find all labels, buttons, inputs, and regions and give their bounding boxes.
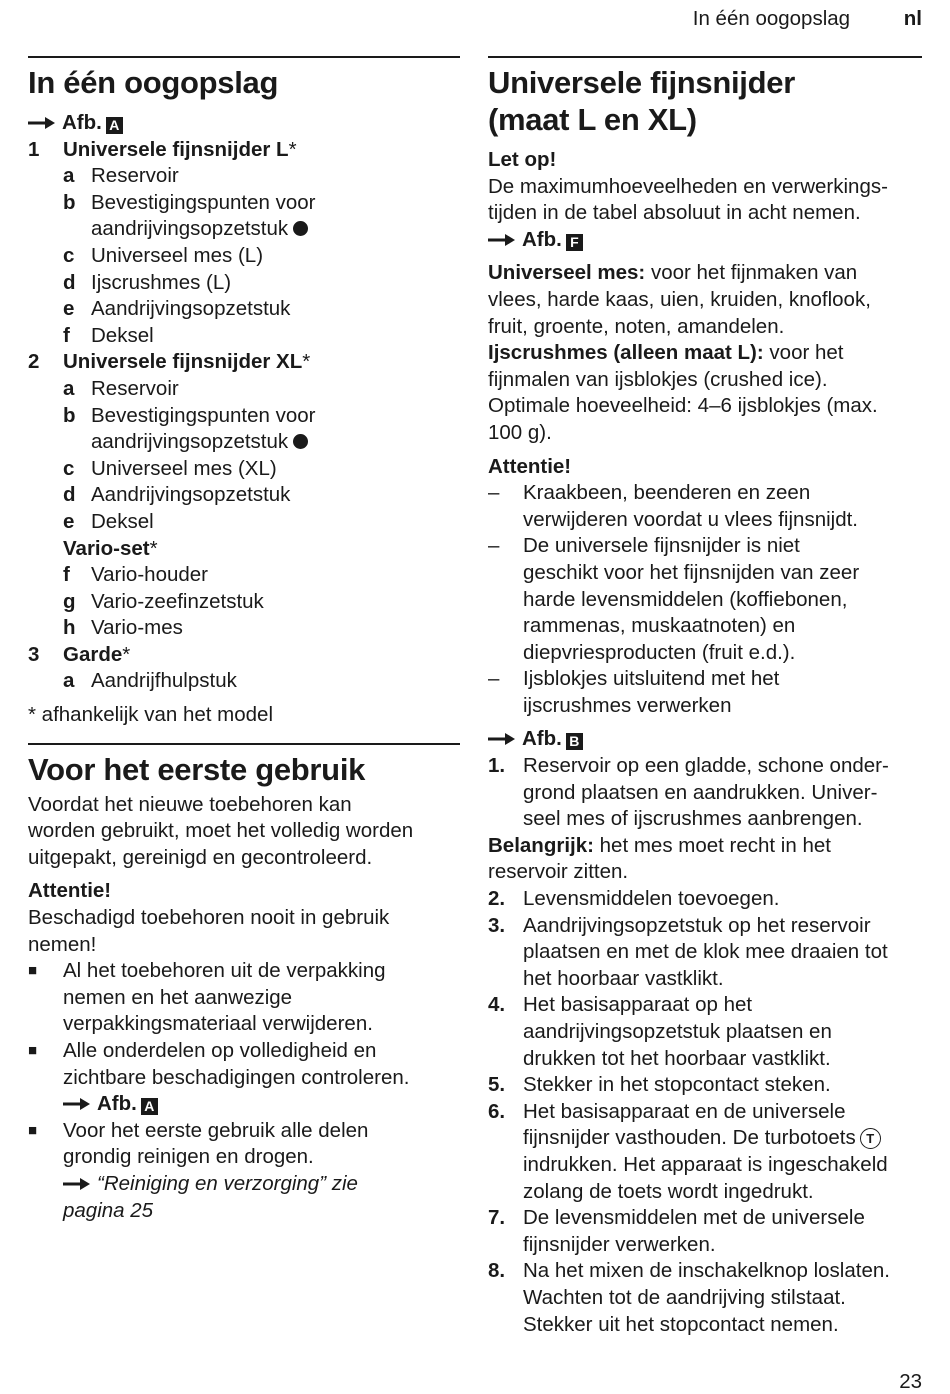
- text-line: Kraakbeen, beenderen en zeen: [523, 481, 811, 505]
- sub-item: [63, 376, 460, 403]
- caution-heading: Let op!: [488, 148, 557, 171]
- text-line: grondig reinigen en drogen.: [63, 1145, 314, 1169]
- dash-item: [488, 533, 922, 666]
- footnote-star: *: [288, 137, 297, 161]
- warning-heading: Attentie!: [488, 454, 572, 478]
- text-line: fijnmalen van ijsblokjes (crushed ice).: [488, 367, 828, 391]
- sub-text: Universeel mes (XL): [91, 456, 277, 480]
- sub-text: Aandrijfhulpstuk: [91, 669, 237, 693]
- sub-key: h: [63, 616, 76, 640]
- text-line: De universele fijnsnijder is niet: [523, 534, 800, 558]
- step-number: 7.: [488, 1206, 506, 1230]
- text-line: Optimale hoeveelheid: 4–6 ijsblokjes (max.: [488, 394, 878, 418]
- text-line: voor het fijnmaken van: [645, 261, 858, 285]
- sub-item: [63, 190, 460, 243]
- text-line: plaatsen en met de klok mee draaien tot: [523, 940, 888, 964]
- step-item: [488, 1258, 922, 1338]
- section-rule: [28, 743, 460, 745]
- text-line: het hoorbaar vastklikt.: [523, 966, 724, 990]
- sub-text: Aandrijvingsopzetstuk: [91, 483, 291, 507]
- section-rule: [28, 56, 460, 58]
- text-line: fruit, groente, noten, amandelen.: [488, 314, 785, 338]
- text-line: nemen!: [28, 932, 97, 956]
- afb-label: Afb.: [62, 111, 102, 134]
- figure-reference: [63, 1092, 158, 1115]
- text-line: aandrijvingsopzetstuk plaatsen en: [523, 1020, 832, 1043]
- step-number: 3.: [488, 913, 506, 937]
- header-language-code: nl: [903, 7, 922, 30]
- text-line: “Reiniging en verzorging” zie: [97, 1171, 358, 1195]
- step-number: 5.: [488, 1073, 506, 1097]
- sub-item: [63, 323, 460, 350]
- sub-key: g: [63, 589, 76, 613]
- text-line: zolang de toets wordt ingedrukt.: [523, 1179, 814, 1203]
- step-item: [488, 886, 922, 913]
- text-line: pagina 25: [63, 1198, 154, 1222]
- sub-key: a: [63, 164, 75, 188]
- step-item: [488, 1099, 922, 1205]
- dash-bullet: –: [488, 667, 500, 691]
- figure-letter-badge: A: [141, 1098, 158, 1115]
- section-title: Voor het eerste gebruik: [28, 751, 366, 787]
- text-line: De levensmiddelen met de universele: [523, 1206, 865, 1230]
- figure-letter-badge: B: [566, 733, 583, 750]
- dash-item: [488, 480, 922, 533]
- text-line: Ijsblokjes uitsluitend met het: [523, 667, 780, 691]
- filled-circle-icon: [293, 434, 308, 449]
- cross-reference: [63, 1172, 358, 1222]
- sub-key: c: [63, 456, 75, 480]
- arrow-right-icon: [63, 1177, 91, 1191]
- sublist: [28, 163, 460, 349]
- list-item: [28, 642, 460, 669]
- text-line: fijnsnijder verwerken.: [523, 1232, 716, 1256]
- sub-text: Reservoir: [91, 164, 179, 188]
- section-title: In één oogopslag: [28, 65, 279, 100]
- text-line: verwijderen voordat u vlees fijnsnijdt.: [523, 507, 858, 531]
- sub-text: Bevestigingspunten voor: [91, 190, 316, 214]
- sub-key: a: [63, 376, 75, 400]
- text-line: Reservoir op een gladde, schone onder-: [523, 754, 889, 778]
- turbo-button-icon: T: [860, 1128, 881, 1149]
- sub-text: Vario-mes: [91, 616, 183, 640]
- sub-key: a: [63, 669, 75, 693]
- sub-key: f: [63, 323, 70, 347]
- text-line: vlees, harde kaas, uien, kruiden, knoflook,: [488, 287, 871, 311]
- text-line: Alle onderdelen op volledigheid en: [63, 1039, 377, 1062]
- step-item: [488, 753, 922, 833]
- text-line: Levensmiddelen toevoegen.: [523, 887, 780, 911]
- step-item: [488, 1205, 922, 1258]
- arrow-right-icon: [488, 233, 516, 247]
- universal-blade-paragraph: [488, 260, 922, 340]
- list-item: [28, 137, 460, 164]
- sub-item: [63, 296, 460, 323]
- item-number: 3: [28, 642, 40, 666]
- vario-set-heading: [63, 536, 460, 563]
- title-line: Universele fijnsnijder: [488, 65, 795, 100]
- step-item: [488, 1072, 922, 1099]
- text-line: Beschadigd toebehoren nooit in gebruik: [28, 906, 390, 930]
- afb-label: Afb.: [522, 227, 562, 251]
- sub-item: [63, 509, 460, 536]
- vario-title: Vario-set: [63, 536, 150, 560]
- term-label: Ijscrushmes (alleen maat L):: [488, 341, 764, 365]
- dash-bullet: –: [488, 481, 500, 505]
- sub-item: [63, 270, 460, 297]
- text-line: Voordat het nieuwe toebehoren kan: [28, 792, 352, 816]
- step-item: [488, 992, 922, 1072]
- text-line: Na het mixen de inschakelknop loslaten.: [523, 1259, 890, 1283]
- text-line: het mes moet recht in het: [593, 833, 831, 857]
- left-column: [28, 56, 460, 1224]
- sub-item: [63, 482, 460, 509]
- section-rule: [488, 56, 922, 58]
- bullet-item: [28, 1038, 460, 1118]
- text-line: harde levensmiddelen (koffiebonen,: [523, 587, 848, 611]
- caution-text: [488, 174, 922, 227]
- text-line: Al het toebehoren uit de verpakking: [63, 959, 386, 983]
- text-line: ijscrushmes verwerken: [523, 693, 732, 717]
- text-line: Stekker uit het stopcontact nemen.: [523, 1312, 839, 1336]
- text-line: nemen en het aanwezige: [63, 985, 293, 1009]
- square-bullet-icon: ■: [28, 1121, 38, 1139]
- sub-item: [63, 562, 460, 589]
- sub-text: aandrijvingsopzetstuk: [91, 430, 289, 454]
- afb-label: Afb.: [522, 727, 562, 751]
- dash-item: [488, 666, 922, 719]
- page-header: [693, 6, 922, 33]
- sub-key: e: [63, 297, 75, 321]
- important-note: [488, 833, 922, 886]
- sub-text: Reservoir: [91, 376, 179, 400]
- text-line: rammenas, muskaatnoten) en: [523, 614, 796, 638]
- text-line: Het basisapparaat en de universele: [523, 1099, 846, 1123]
- footnote: * afhankelijk van het model: [28, 703, 274, 727]
- sub-key: d: [63, 483, 76, 507]
- bullet-item: [28, 958, 460, 1038]
- sub-item: [63, 163, 460, 190]
- header-section-title: In één oogopslag: [692, 7, 851, 30]
- sub-text: Vario-houder: [91, 563, 208, 587]
- text-line: drukken tot het hoorbaar vastklikt.: [523, 1046, 831, 1070]
- step-number: 4.: [488, 993, 506, 1017]
- footnote-star: *: [302, 350, 311, 374]
- sub-item: [63, 403, 460, 456]
- dash-bullet: –: [488, 534, 500, 558]
- section-title: [488, 64, 922, 138]
- sub-text: Deksel: [91, 323, 154, 347]
- intro-paragraph: [28, 792, 460, 872]
- filled-circle-icon: [293, 221, 308, 236]
- arrow-right-icon: [28, 116, 56, 130]
- text-line: worden gebruikt, moet het volledig worden: [28, 819, 414, 843]
- footnote-star: *: [149, 536, 158, 560]
- sub-key: b: [63, 403, 76, 427]
- sub-item: [63, 243, 460, 270]
- text-line: seel mes of ijscrushmes aanbrengen.: [523, 807, 863, 831]
- bullet-item: [28, 1118, 460, 1224]
- footnote-star: *: [122, 642, 131, 666]
- text-line: De maximumhoeveelheden en verwerkings-: [488, 174, 888, 198]
- sublist: [28, 668, 460, 695]
- text-line: grond plaatsen en aandrukken. Univer-: [523, 780, 878, 804]
- figure-reference: [488, 227, 922, 254]
- figure-reference: [488, 726, 922, 753]
- sub-text: Deksel: [91, 509, 154, 533]
- figure-letter-badge: F: [566, 234, 583, 251]
- arrow-right-icon: [63, 1097, 91, 1111]
- warning-heading: Attentie!: [28, 879, 112, 903]
- step-number: 6.: [488, 1099, 506, 1123]
- text-line: tijden in de tabel absoluut in acht nemen.: [488, 201, 861, 225]
- sub-text: Universeel mes (L): [91, 243, 264, 267]
- sub-text: aandrijvingsopzetstuk: [91, 217, 289, 241]
- text-line: uitgepakt, gereinigd en gecontroleerd.: [28, 845, 373, 869]
- title-line: (maat L en XL): [488, 102, 697, 137]
- text-line: diepvriesproducten (fruit e.d.).: [523, 640, 796, 664]
- sub-item: [63, 456, 460, 483]
- text-line: Wachten tot de aandrijving stilstaat.: [523, 1285, 846, 1309]
- text-line: geschikt voor het fijnsnijden van zeer: [523, 560, 860, 584]
- term-label: Universeel mes:: [488, 261, 646, 285]
- sub-item: [63, 589, 460, 616]
- text-line: zichtbare beschadigingen controleren.: [63, 1065, 410, 1089]
- sub-key: e: [63, 509, 75, 533]
- text-line: reservoir zitten.: [488, 860, 629, 884]
- sub-item: [63, 668, 460, 695]
- text-line: indrukken. Het apparaat is ingeschakeld: [523, 1152, 888, 1176]
- text-line: fijnsnijder vasthouden. De turbotoets: [523, 1126, 856, 1150]
- text-line: Aandrijvingsopzetstuk op het reservoir: [523, 913, 871, 937]
- text-line: verpakkingsmateriaal verwijderen.: [63, 1012, 373, 1036]
- warning-text: [28, 905, 460, 958]
- right-column: [488, 56, 922, 1338]
- square-bullet-icon: ■: [28, 962, 38, 980]
- step-item: [488, 913, 922, 993]
- item-number: 1: [28, 137, 40, 161]
- square-bullet-icon: ■: [28, 1042, 38, 1059]
- sublist: [28, 376, 460, 642]
- page-number: 23: [899, 1370, 922, 1393]
- term-label: Belangrijk:: [488, 833, 594, 857]
- text-line: voor het: [763, 341, 844, 365]
- figure-letter-badge: A: [106, 117, 123, 134]
- step-number: 1.: [488, 754, 506, 778]
- sub-text: Vario-zeefinzetstuk: [91, 589, 264, 613]
- item-title: Garde: [63, 642, 123, 666]
- item-title: Universele fijnsnijder L: [63, 137, 289, 161]
- sub-key: d: [63, 270, 76, 294]
- sub-key: f: [63, 563, 70, 587]
- sub-item: [63, 615, 460, 642]
- sub-text: Aandrijvingsopzetstuk: [91, 297, 291, 321]
- list-item: [28, 349, 460, 376]
- sub-key: b: [63, 190, 76, 214]
- text-line: Stekker in het stopcontact steken.: [523, 1073, 831, 1097]
- item-number: 2: [28, 350, 40, 374]
- step-number: 8.: [488, 1259, 506, 1283]
- item-title: Universele fijnsnijder XL: [63, 350, 303, 374]
- text-line: Voor het eerste gebruik alle delen: [63, 1118, 369, 1142]
- ice-blade-paragraph: [488, 340, 922, 446]
- afb-label: Afb.: [97, 1092, 137, 1116]
- sub-text: Bevestigingspunten voor: [91, 403, 316, 427]
- step-number: 2.: [488, 887, 506, 911]
- sub-text: Ijscrushmes (L): [91, 270, 232, 294]
- arrow-right-icon: [488, 732, 516, 746]
- text-line: Het basisapparaat op het: [523, 993, 753, 1017]
- figure-reference: [28, 110, 460, 137]
- text-line: 100 g).: [488, 420, 552, 444]
- sub-key: c: [63, 243, 75, 267]
